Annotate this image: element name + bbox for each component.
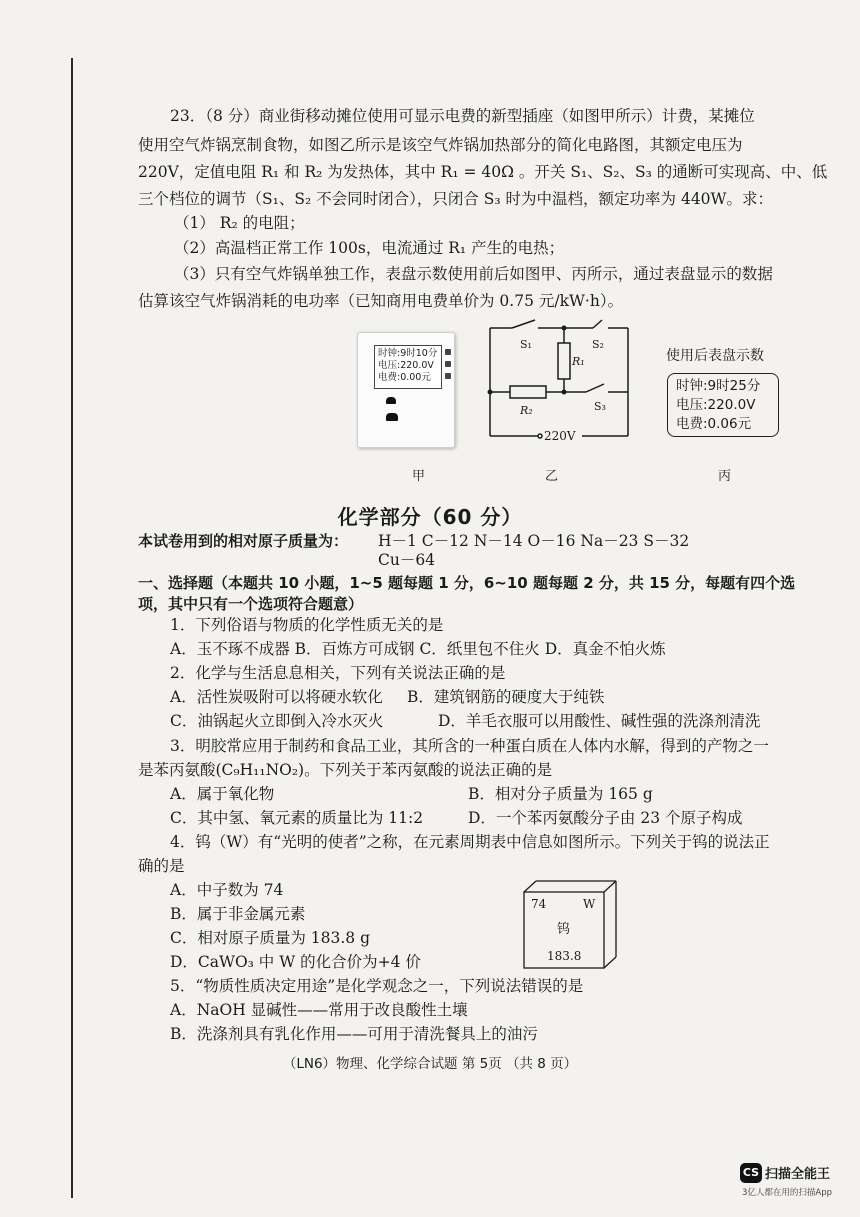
- element-name: 钨: [557, 922, 571, 937]
- figure-jia-caption: 甲: [412, 469, 426, 484]
- q4-option-c: C．相对原子质量为 183.8 g: [170, 929, 371, 947]
- q2-option-d: D．羊毛衣服可以用酸性、碱性强的洗涤剂清洗: [438, 712, 761, 730]
- periodic-element-tile: [523, 880, 618, 969]
- meter-title: 使用后表盘示数: [666, 348, 764, 364]
- q2-option-b: B．建筑钢筋的硬度大于纯铁: [407, 688, 605, 706]
- label-s1: S₁: [520, 338, 532, 351]
- q2-option-a: A．活性炭吸附可以将硬水软化: [170, 688, 383, 706]
- q3-stem-cont: 是苯丙氨酸(C₉H₁₁NO₂)。下列关于苯丙氨酸的说法正确的是: [138, 761, 553, 779]
- section-one-heading-cont: 项，其中只有一个选项符合题意）: [138, 595, 364, 613]
- chemistry-section-title: 化学部分（60 分）: [337, 505, 523, 529]
- q1-options: A．玉不琢不成器 B．百炼方可成钢 C．纸里包不住火 D．真金不怕火炼: [170, 640, 666, 658]
- socket-outlet-icon: [386, 397, 396, 404]
- figure-bing-caption: 丙: [718, 469, 732, 484]
- q3-option-a: A．属于氧化物: [170, 785, 275, 803]
- q4-stem: 4．钨（W）有“光明的使者”之称，在元素周期表中信息如图所示。下列关于钨的说法正: [170, 833, 770, 851]
- q5-option-a: A．NaOH 显碱性——常用于改良酸性土壤: [170, 1001, 468, 1019]
- atomic-mass-values-2: Cu－64: [378, 551, 436, 569]
- socket-button-icon: [445, 373, 451, 379]
- meter-fee: 电费:0.06元: [676, 416, 752, 432]
- q2-option-c: C．油锅起火立即倒入冷水灭火: [170, 712, 384, 730]
- socket-display: [374, 345, 442, 389]
- watermark-subtitle: 3亿人都在用的扫描App: [742, 1187, 833, 1198]
- q3-option-d: D．一个苯丙氨酸分子由 23 个原子构成: [468, 809, 743, 827]
- q23-sub2: （2）高温档正常工作 100s，电流通过 R₁ 产生的电热；: [174, 239, 565, 257]
- q5-stem: 5．“物质性质决定用途”是化学观念之一，下列说法错误的是: [170, 977, 584, 995]
- q2-stem: 2．化学与生活息息相关，下列有关说法正确的是: [170, 664, 506, 682]
- label-r2: R₂: [520, 404, 533, 417]
- label-s3: S₃: [594, 400, 606, 413]
- q23-sub1: （1） R₂ 的电阻；: [174, 214, 305, 232]
- section-one-heading: 一、选择题（本题共 10 小题，1~5 题每题 1 分，6~10 题每题 2 分，共 15 分，每题有四个选: [138, 574, 796, 592]
- atomic-mass-label: 本试卷用到的相对原子质量为：: [138, 532, 349, 550]
- socket-outlet-icon: [386, 413, 398, 421]
- q3-option-b: B．相对分子质量为 165 g: [468, 785, 653, 803]
- q4-option-d: D．CaWO₃ 中 W 的化合价为+4 价: [170, 953, 421, 971]
- meter-clock: 时钟:9时25分: [676, 378, 761, 394]
- atomic-mass-values: H－1 C－12 N－14 O－16 Na－23 S－32: [378, 532, 690, 550]
- q23-line1: 23．（8 分）商业街移动摊位使用可显示电费的新型插座（如图甲所示）计费，某摊位: [170, 107, 755, 125]
- element-number: 74: [531, 897, 547, 911]
- smart-socket-figure: [357, 332, 455, 448]
- socket-clock: 时钟:9时10分: [378, 348, 438, 359]
- label-s2: S₂: [592, 338, 604, 351]
- circuit-diagram: [480, 318, 640, 448]
- socket-fee: 电费:0.00元: [378, 372, 431, 383]
- camscanner-logo-icon: CS: [740, 1163, 762, 1183]
- q23-sub3-cont: 估算该空气炸锅消耗的电功率（已知商用电费单价为 0.75 元/kW·h）。: [138, 292, 624, 310]
- watermark-title: 扫描全能王: [765, 1167, 831, 1182]
- q4-option-b: B．属于非金属元素: [170, 905, 306, 923]
- figure-yi-caption: 乙: [545, 469, 559, 484]
- q23-sub3: （3）只有空气炸锅单独工作，表盘示数使用前后如图甲、丙所示，通过表盘显示的数据: [174, 265, 773, 283]
- q3-option-c: C．其中氢、氧元素的质量比为 11:2: [170, 809, 424, 827]
- q23-line3: 220V，定值电阻 R₁ 和 R₂ 为发热体，其中 R₁ = 40Ω 。开关 S₁、S₂、S₃ 的通断可实现高、中、低: [138, 163, 828, 181]
- binding-line: [71, 58, 73, 1198]
- page-footer: （LN6）物理、化学综合试题 第 5页 （共 8 页）: [282, 1056, 578, 1072]
- socket-button-icon: [445, 361, 451, 367]
- q4-option-a: A．中子数为 74: [170, 881, 284, 899]
- q1-stem: 1．下列俗语与物质的化学性质无关的是: [170, 616, 444, 634]
- socket-button-icon: [445, 349, 451, 355]
- element-symbol: W: [583, 897, 596, 911]
- q5-option-b: B．洗涤剂具有乳化作用——可用于清洗餐具上的油污: [170, 1025, 538, 1043]
- label-voltage: 220V: [544, 429, 576, 443]
- q4-stem-cont: 确的是: [138, 857, 185, 875]
- socket-voltage: 电压:220.0V: [378, 360, 434, 371]
- q3-stem: 3．明胶常应用于制药和食品工业，其所含的一种蛋白质在人体内水解，得到的产物之一: [170, 737, 769, 755]
- scanner-watermark: [740, 1162, 832, 1198]
- q23-line4: 三个档位的调节（S₁、S₂ 不会同时闭合），只闭合 S₃ 时为中温档，额定功率为 440W。求：: [138, 190, 773, 208]
- meter-display: [667, 373, 779, 437]
- label-r1: R₁: [572, 355, 585, 368]
- meter-voltage: 电压:220.0V: [676, 397, 756, 413]
- element-mass: 183.8: [547, 949, 582, 963]
- q23-line2: 使用空气炸锅烹制食物，如图乙所示是该空气炸锅加热部分的简化电路图，其额定电压为: [138, 136, 743, 154]
